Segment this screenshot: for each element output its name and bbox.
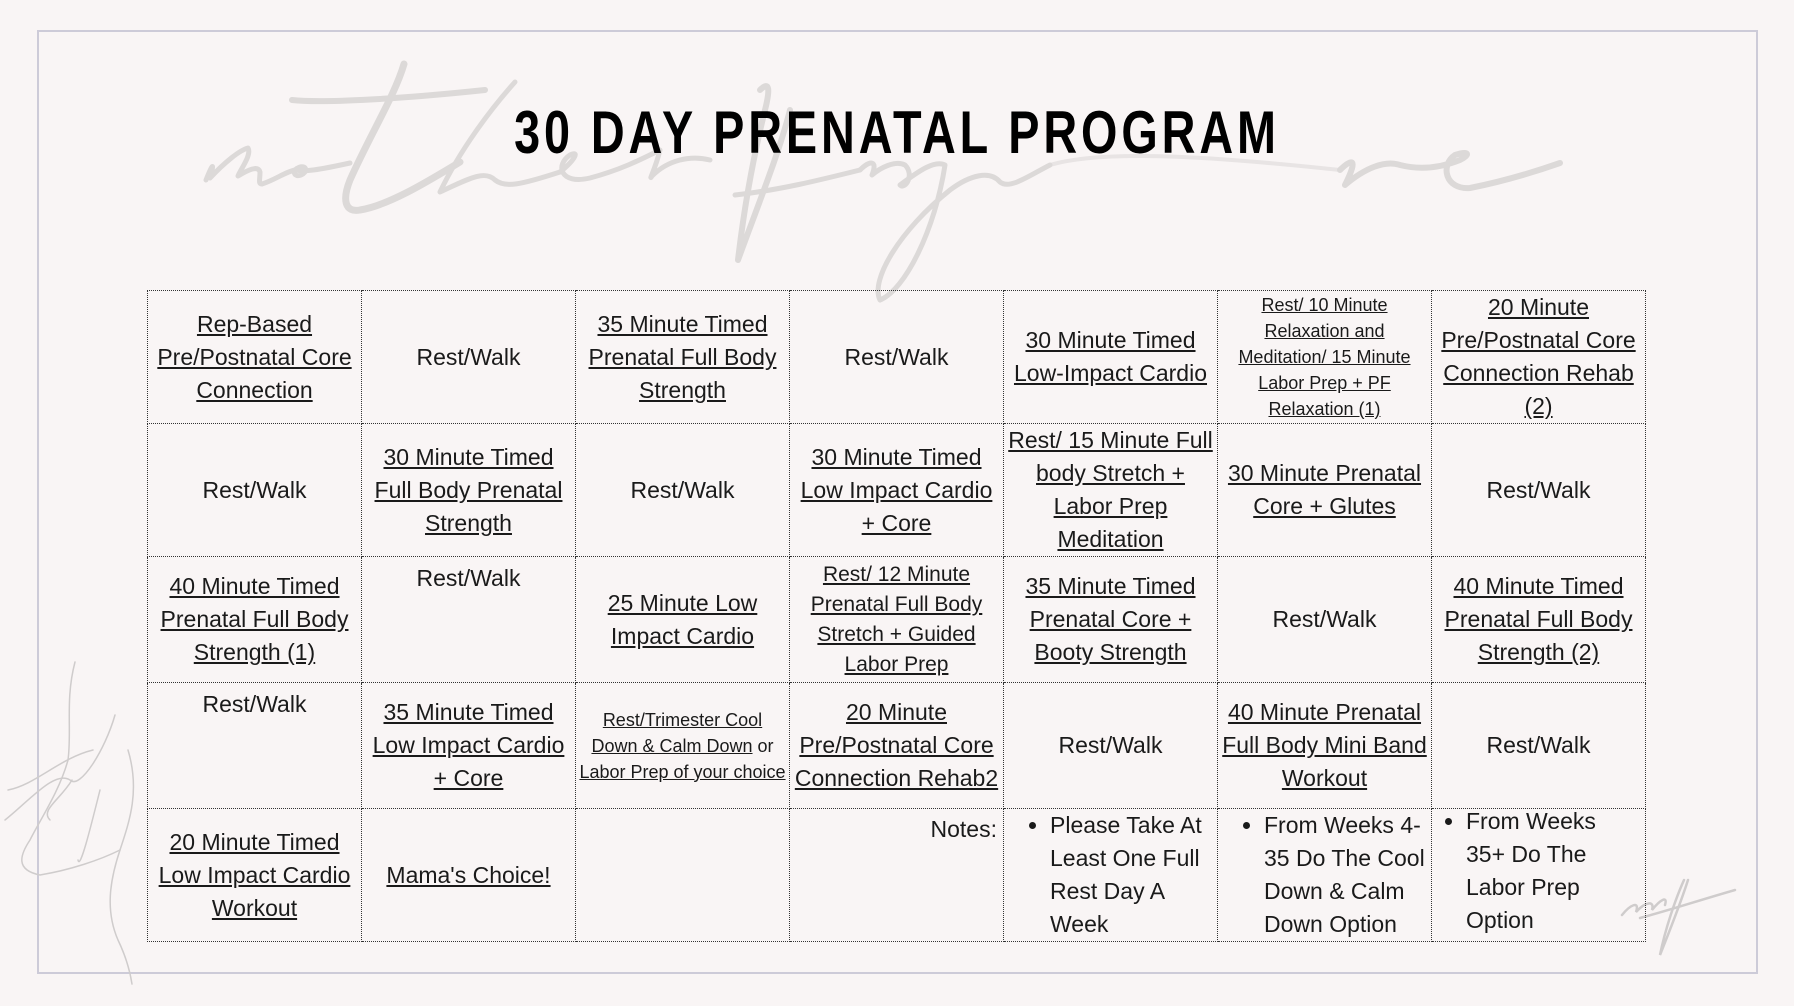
day-10 xyxy=(576,424,790,557)
rest-label: Rest/Walk xyxy=(1272,606,1377,632)
day-11[interactable] xyxy=(790,424,1004,557)
workout-link[interactable]: 20 Minute Pre/Postnatal Core Connection Rehab (2) xyxy=(1441,294,1636,419)
workout-link[interactable]: 40 Minute Timed Prenatal Full Body Strength (1) xyxy=(160,573,349,665)
day-4 xyxy=(790,291,1004,424)
workout-link[interactable]: 30 Minute Timed Low Impact Cardio + Core xyxy=(800,443,993,536)
workout-link[interactable]: 20 Minute Timed Low Impact Cardio Workout xyxy=(158,828,351,921)
program-calendar xyxy=(147,290,1646,942)
day-30[interactable] xyxy=(362,809,576,942)
workout-link[interactable]: 40 Minute Prenatal Full Body Mini Band Workout xyxy=(1222,699,1427,791)
workout-link[interactable]: 35 Minute Timed Prenatal Core + Booty Strength xyxy=(1025,573,1196,665)
day-3[interactable] xyxy=(576,291,790,424)
day-22 xyxy=(148,683,362,809)
rest-label: Rest/Walk xyxy=(1058,732,1163,758)
rest-label: Rest/Walk xyxy=(1486,732,1591,758)
note-3 xyxy=(1432,809,1646,942)
page-title: 30 DAY PRENATAL PROGRAM xyxy=(514,99,1280,166)
workout-link[interactable]: Mama's Choice! xyxy=(386,861,551,888)
day-14 xyxy=(1432,424,1646,557)
calendar-week-4 xyxy=(148,683,1646,809)
day-25[interactable] xyxy=(790,683,1004,809)
day-12[interactable] xyxy=(1004,424,1218,557)
note-bullet: • From Weeks 35+ Do The Labor Prep Option xyxy=(1466,809,1641,938)
day-27[interactable] xyxy=(1218,683,1432,809)
note-bullet: • From Weeks 4-35 Do The Cool Down & Calm Down Option xyxy=(1264,809,1427,941)
note-1 xyxy=(1004,809,1218,942)
calendar-week-5 xyxy=(148,809,1646,942)
note-2 xyxy=(1218,809,1432,942)
day-23[interactable] xyxy=(362,683,576,809)
rest-label: Rest/Walk xyxy=(630,476,735,503)
workout-link[interactable]: 30 Minute Prenatal Core + Glutes xyxy=(1227,460,1422,519)
workout-link[interactable]: 35 Minute Timed Low Impact Cardio + Core xyxy=(372,699,565,791)
note-bullet: • Please Take At Least One Full Rest Day A Week xyxy=(1050,809,1213,941)
workout-link[interactable]: 40 Minute Timed Prenatal Full Body Strength (2) xyxy=(1444,573,1633,665)
day-9[interactable] xyxy=(362,424,576,557)
calendar-week-2 xyxy=(148,424,1646,557)
day-17[interactable] xyxy=(576,557,790,683)
day-18[interactable] xyxy=(790,557,1004,683)
rest-label: Rest/Walk xyxy=(844,343,949,370)
day-21[interactable] xyxy=(1432,557,1646,683)
calendar-week-3 xyxy=(148,557,1646,683)
rest-label: Rest/Walk xyxy=(202,476,307,503)
workout-link-alt[interactable]: Labor Prep of your choice xyxy=(579,761,786,782)
workout-link[interactable]: 35 Minute Timed Prenatal Full Body Strength xyxy=(588,310,777,403)
day-13[interactable] xyxy=(1218,424,1432,557)
day-15[interactable] xyxy=(148,557,362,683)
day-19[interactable] xyxy=(1004,557,1218,683)
rest-label: Rest/Walk xyxy=(202,691,307,717)
calendar-week-1 xyxy=(148,291,1646,424)
or-text: or xyxy=(752,735,774,756)
workout-link[interactable]: Rest/Trimester Cool Down & Calm Down xyxy=(591,709,763,756)
day-24[interactable] xyxy=(576,683,790,809)
workout-link[interactable]: Rest/ 10 Minute Relaxation and Meditation/ 15 Minute Labor Prep + PF Relaxation (1) xyxy=(1238,295,1411,419)
workout-link[interactable]: 30 Minute Timed Full Body Prenatal Strength xyxy=(374,443,563,536)
day-5[interactable] xyxy=(1004,291,1218,424)
day-1[interactable] xyxy=(148,291,362,424)
day-16 xyxy=(362,557,576,683)
day-7[interactable] xyxy=(1432,291,1646,424)
workout-link[interactable]: Rest/ 12 Minute Prenatal Full Body Stretch + Guided Labor Prep xyxy=(810,562,983,676)
workout-link[interactable]: 20 Minute Pre/Postnatal Core Connection Rehab2 xyxy=(794,699,999,791)
day-2 xyxy=(362,291,576,424)
workout-link[interactable]: 30 Minute Timed Low-Impact Cardio xyxy=(1013,327,1208,386)
empty-cell xyxy=(576,809,790,942)
day-28 xyxy=(1432,683,1646,809)
notes-label: Notes: xyxy=(790,809,1004,942)
workout-link[interactable]: 25 Minute Low Impact Cardio xyxy=(607,589,758,649)
rest-label: Rest/Walk xyxy=(1486,476,1591,503)
day-29[interactable] xyxy=(148,809,362,942)
rest-label: Rest/Walk xyxy=(416,343,521,370)
day-26 xyxy=(1004,683,1218,809)
rest-label: Rest/Walk xyxy=(416,565,521,591)
workout-link[interactable]: Rest/ 15 Minute Full body Stretch + Labor Prep Meditation xyxy=(1008,427,1213,552)
day-6[interactable] xyxy=(1218,291,1432,424)
workout-link[interactable]: Rep-Based Pre/Postnatal Core Connection xyxy=(157,310,352,403)
day-20 xyxy=(1218,557,1432,683)
day-8 xyxy=(148,424,362,557)
